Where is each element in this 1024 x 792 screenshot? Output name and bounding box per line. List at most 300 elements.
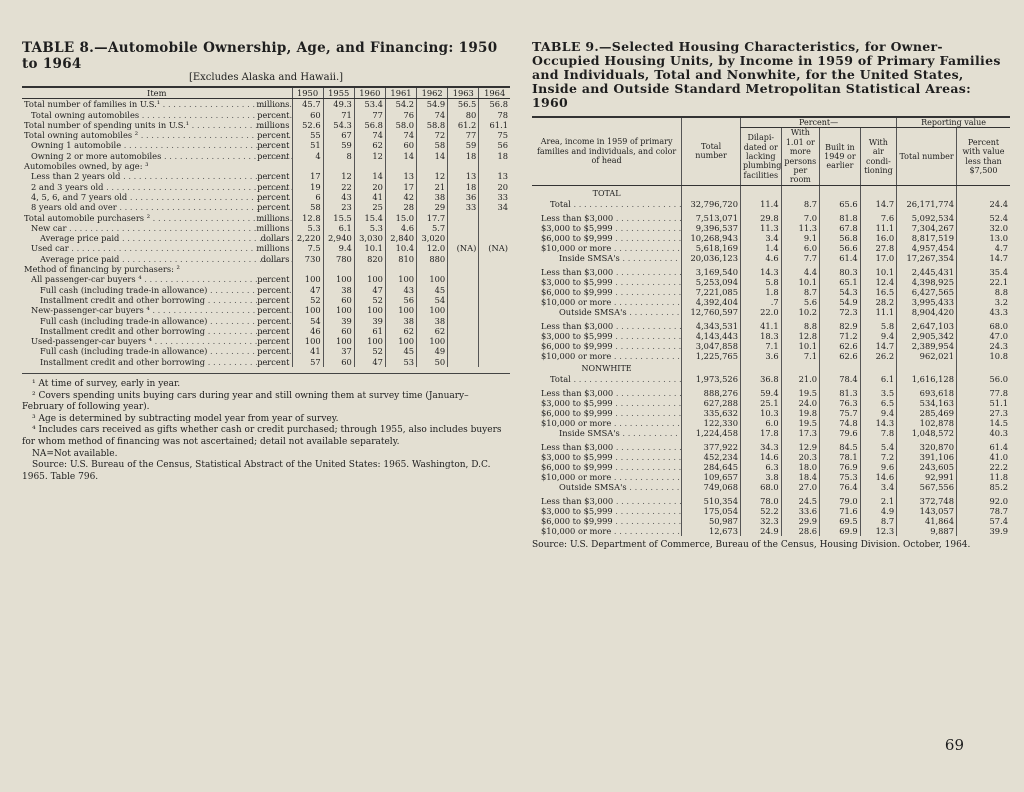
row-label [532, 482, 682, 492]
table-cell: 55 [292, 130, 323, 140]
table-cell: 7,221,085 [682, 287, 741, 297]
table-row [22, 295, 510, 305]
row-label-text: Outside SMSA's [559, 306, 627, 317]
table-9-source: Source: U.S. Department of Commerce, Bureau of the Census, Housing Division. October, 1964. [532, 539, 971, 550]
unit-label: percent [257, 305, 290, 316]
row-label-text: 2 and 3 years old [31, 181, 104, 192]
air-conditioning-header: With air condi-tioning [860, 128, 896, 185]
table-cell: 58 [417, 140, 448, 150]
row-label [22, 305, 292, 315]
leader-dots [611, 526, 681, 536]
table-cell: 56.0 [956, 374, 1010, 384]
empty-cell [860, 361, 896, 374]
table-cell: 69.5 [820, 516, 861, 526]
table-cell: 41 [292, 346, 323, 356]
table-cell: 10,268,943 [682, 233, 741, 243]
crowding-header: With 1.01 or more persons per room [781, 128, 819, 185]
table-cell [479, 295, 510, 305]
table-cell: 17.0 [860, 253, 896, 263]
leader-dots [620, 253, 682, 263]
table-cell: 17.8 [740, 428, 781, 438]
table-cell: 59 [448, 140, 479, 150]
table-cell [479, 254, 510, 264]
table-cell: 1,048,572 [897, 428, 957, 438]
leader-dots [613, 223, 682, 233]
row-label [532, 472, 682, 482]
year-column-header: 1962 [417, 87, 448, 99]
leader-dots [571, 199, 682, 209]
table-cell: 20 [354, 182, 385, 192]
table-row [532, 243, 1010, 253]
row-label [532, 233, 682, 243]
table-cell: 10.1 [860, 267, 896, 277]
empty-cell [897, 185, 957, 199]
table-cell: 9,396,537 [682, 223, 741, 233]
row-label-text: 4, 5, 6, and 7 years old [31, 191, 128, 202]
table-cell: 8,904,420 [897, 307, 957, 317]
table-cell: 76 [385, 110, 416, 120]
table-cell: 15.4 [354, 213, 385, 223]
row-label [532, 388, 682, 398]
table-cell: 11.8 [956, 472, 1010, 482]
table-cell: 18 [448, 182, 479, 192]
leader-dots [66, 223, 266, 233]
table-cell: 8.8 [781, 321, 819, 331]
leader-dots [620, 428, 682, 438]
table-cell: 3.2 [956, 297, 1010, 307]
unit-label: percent [257, 130, 290, 141]
table-cell: 51 [292, 140, 323, 150]
table-9-body [532, 185, 1010, 536]
row-label-text: $10,000 or more [541, 296, 612, 307]
table-row [532, 321, 1010, 331]
row-label [532, 516, 682, 526]
row-label [22, 120, 292, 130]
leader-dots [611, 243, 681, 253]
table-row [22, 305, 510, 315]
table-cell: 1.4 [740, 243, 781, 253]
row-label-text: Less than $3,000 [541, 441, 614, 452]
table-cell: 2,905,342 [897, 331, 957, 341]
table-cell: 510,354 [682, 496, 741, 506]
row-label-text: $6,000 to $9,999 [541, 515, 613, 526]
row-label-text: Less than $3,000 [541, 266, 614, 277]
table-cell: 61 [354, 326, 385, 336]
table-row [22, 182, 510, 192]
leader-dots [120, 171, 292, 181]
leader-dots [611, 351, 681, 361]
table-cell: 92.0 [956, 496, 1010, 506]
page-number: 69 [944, 736, 964, 754]
table-row [532, 442, 1010, 452]
table-cell: 54.3 [323, 120, 354, 130]
table-cell: 2,647,103 [897, 321, 957, 331]
table-row [532, 452, 1010, 462]
table-cell: 19.5 [781, 418, 819, 428]
table-cell: 33.6 [781, 506, 819, 516]
row-label-text: 8 years old and over [31, 202, 117, 213]
table-cell: 22.0 [740, 307, 781, 317]
table-cell: 75.7 [820, 408, 861, 418]
empty-cell [682, 185, 741, 199]
leader-dots [205, 295, 292, 305]
table-cell: 16.5 [860, 287, 896, 297]
leader-dots [150, 305, 292, 315]
table-cell: 6.0 [781, 243, 819, 253]
table-cell: 3,047,858 [682, 341, 741, 351]
row-label-text: All passenger-car buyers ⁴ [31, 274, 142, 285]
leader-dots [611, 472, 681, 482]
table-cell: 122,330 [682, 418, 741, 428]
table-cell: 6.3 [740, 462, 781, 472]
row-label-text: Total owning automobiles [31, 109, 140, 120]
unit-label: percent [257, 191, 290, 202]
table-cell: 2,840 [385, 233, 416, 243]
table-row [532, 253, 1010, 263]
table-cell: 100 [323, 305, 354, 315]
row-label-text: $3,000 to $5,999 [541, 222, 613, 233]
row-label [532, 418, 682, 428]
row-label [532, 267, 682, 277]
row-label-text: Outside SMSA's [559, 481, 627, 492]
section-heading: NONWHITE [581, 363, 632, 373]
table-cell: 85.2 [956, 482, 1010, 492]
table-cell: 14.7 [860, 341, 896, 351]
table-cell: 102,878 [897, 418, 957, 428]
table-cell: 28.2 [860, 297, 896, 307]
table-cell: 53.4 [354, 99, 385, 110]
row-label-text: Total [550, 198, 571, 209]
table-cell: 11.1 [860, 307, 896, 317]
table-cell [448, 336, 479, 346]
table-cell: 5.4 [860, 442, 896, 452]
table-row [532, 408, 1010, 418]
table-cell: 10.1 [354, 243, 385, 253]
row-label-text: Total [550, 373, 571, 384]
table-cell: 43.3 [956, 307, 1010, 317]
table-cell: 25 [354, 202, 385, 212]
leader-dots [207, 316, 292, 326]
table-cell: 100 [385, 274, 416, 284]
table-cell: 22 [323, 182, 354, 192]
table-cell: 15.5 [323, 213, 354, 223]
table-row [22, 99, 510, 110]
unit-label: percent [257, 294, 290, 305]
table-cell: 5.8 [740, 277, 781, 287]
table-row [532, 506, 1010, 516]
table-cell: 68.0 [956, 321, 1010, 331]
table-cell: 567,556 [897, 482, 957, 492]
section-heading-row [532, 361, 1010, 374]
table-cell: 78.0 [740, 496, 781, 506]
unit-label: millions [256, 222, 290, 233]
leader-dots [613, 506, 682, 516]
table-row [532, 223, 1010, 233]
table-cell: 18 [448, 151, 479, 161]
row-label-text: Full cash (including trade-in allowance) [40, 346, 208, 357]
table-cell: 17.7 [417, 213, 448, 223]
table-cell: 21.0 [781, 374, 819, 384]
row-label-text: Installment credit and other borrowing [40, 325, 206, 336]
table-cell: 810 [385, 254, 416, 264]
table-cell: 9.4 [860, 331, 896, 341]
table-cell: 32.0 [956, 223, 1010, 233]
row-label-text: Less than $3,000 [541, 212, 614, 223]
row-label [532, 408, 682, 418]
table-cell: 38 [385, 316, 416, 326]
leader-dots [207, 346, 292, 356]
leader-dots [189, 120, 292, 130]
unit-label: percent [257, 181, 290, 192]
table-cell: 14 [385, 151, 416, 161]
row-label [532, 452, 682, 462]
table-cell: 24.4 [956, 199, 1010, 209]
table-cell: 2,940 [323, 233, 354, 243]
item-column-header: Item [22, 87, 292, 99]
table-cell: 32,796,720 [682, 199, 741, 209]
table-cell: 79.6 [820, 428, 861, 438]
table-cell: 62 [385, 326, 416, 336]
table-cell: 38 [417, 316, 448, 326]
table-cell: 10.4 [385, 243, 416, 253]
table-cell: 100 [323, 274, 354, 284]
table-row [22, 202, 510, 212]
unit-label: percent [257, 356, 290, 367]
row-label [532, 331, 682, 341]
table-9-group-header [532, 117, 1010, 128]
table-cell: 43 [323, 192, 354, 202]
table-cell: 7.1 [781, 351, 819, 361]
table-cell [479, 161, 510, 171]
table-row [22, 223, 510, 233]
empty-cell [897, 361, 957, 374]
table-row [22, 140, 510, 150]
table-cell: 61.2 [448, 120, 479, 130]
table-cell [448, 326, 479, 336]
empty-cell [820, 361, 861, 374]
footnote: ³ Age is determined by subtracting model year from year of survey. [32, 413, 339, 424]
table-cell: 27.8 [860, 243, 896, 253]
table-cell: 143,057 [897, 506, 957, 516]
value-less-header: Percent with value less than $7,500 [956, 128, 1010, 185]
leader-dots [613, 388, 681, 398]
row-label [532, 526, 682, 536]
table-cell: 59.4 [740, 388, 781, 398]
table-cell: 100 [292, 305, 323, 315]
table-cell: 78.7 [956, 506, 1010, 516]
row-label-text: $6,000 to $9,999 [541, 340, 613, 351]
table-cell: 56.8 [479, 99, 510, 110]
row-label [532, 321, 682, 331]
table-cell: 100 [292, 274, 323, 284]
unit-label: dollars [260, 253, 290, 264]
table-row [532, 388, 1010, 398]
table-cell: (NA) [448, 243, 479, 253]
table-cell: 72 [417, 130, 448, 140]
row-label-text: $3,000 to $5,999 [541, 397, 613, 408]
table-cell [479, 316, 510, 326]
row-label [532, 223, 682, 233]
section-heading: TOTAL [592, 188, 621, 198]
table-cell: 8.7 [860, 516, 896, 526]
table-cell: 24.0 [781, 398, 819, 408]
row-label [532, 243, 682, 253]
table-cell: 49.3 [323, 99, 354, 110]
table-cell [292, 161, 323, 171]
table-cell: 74 [354, 130, 385, 140]
table-cell: 22.2 [956, 462, 1010, 472]
table-cell: 57.4 [956, 516, 1010, 526]
right-page [532, 40, 1010, 550]
table-cell: 2,445,431 [897, 267, 957, 277]
table-cell: 40.3 [956, 428, 1010, 438]
row-label-text: Used-passenger-car buyers ⁴ [31, 336, 152, 347]
table-cell: 4.7 [956, 243, 1010, 253]
table-cell: 2,389,954 [897, 341, 957, 351]
table-row [22, 254, 510, 264]
row-label-text: $6,000 to $9,999 [541, 461, 613, 472]
row-label-text: Used car [31, 243, 69, 254]
table-cell: 820 [354, 254, 385, 264]
table-cell: 50 [417, 357, 448, 367]
table-cell [479, 223, 510, 233]
leader-dots [571, 374, 682, 384]
table-cell: 12,760,597 [682, 307, 741, 317]
unit-label: percent [257, 171, 290, 182]
table-cell: 377,922 [682, 442, 741, 452]
table-9-title: TABLE 9.—Selected Housing Characteristics, for Owner-Occupied Housing Units, by Income in 1959 of Primary Families and Individuals, Total and Nonwhite, for the United States, Inside and Outside Standard Metropolitan Statistical Areas: 1960 [532, 39, 1001, 110]
row-label [532, 253, 682, 263]
row-label [22, 202, 292, 212]
table-cell: 627,288 [682, 398, 741, 408]
table-cell: 45 [385, 346, 416, 356]
table-cell: 60 [323, 357, 354, 367]
row-label-text: $10,000 or more [541, 350, 612, 361]
empty-cell [740, 361, 781, 374]
table-cell: 38 [323, 285, 354, 295]
row-label [532, 428, 682, 438]
leader-dots [117, 202, 292, 212]
table-cell: 3.6 [740, 351, 781, 361]
unit-label: percent [257, 325, 290, 336]
year-column-header: 1963 [448, 87, 479, 99]
footnote: NA=Not available. [32, 448, 118, 459]
row-label [532, 341, 682, 351]
table-cell: 109,657 [682, 472, 741, 482]
table-cell [448, 264, 479, 274]
row-label [532, 287, 682, 297]
table-row [22, 357, 510, 367]
table-cell: 27.0 [781, 482, 819, 492]
table-row [532, 516, 1010, 526]
table-cell: 7,304,267 [897, 223, 957, 233]
row-label-text: Less than $3,000 [541, 320, 614, 331]
leader-dots [127, 192, 292, 202]
unit-label: percent [257, 284, 290, 295]
empty-cell [740, 185, 781, 199]
table-cell: 27.3 [956, 408, 1010, 418]
table-cell: 11.4 [740, 199, 781, 209]
table-cell: 65.6 [820, 199, 861, 209]
row-label [22, 243, 292, 253]
row-label-text: $10,000 or more [541, 471, 612, 482]
table-cell: 3,020 [417, 233, 448, 243]
row-label-text: Owning 1 automobile [31, 140, 122, 151]
row-label-text: Total automobile purchasers ² [24, 212, 151, 223]
table-cell: 12.8 [781, 331, 819, 341]
table-cell: 65.1 [820, 277, 861, 287]
table-cell: 243,605 [897, 462, 957, 472]
table-cell: 20.3 [781, 452, 819, 462]
row-label-text: Method of financing by purchasers: ² [24, 264, 180, 275]
row-label-text: New-passenger-car buyers ⁴ [31, 305, 150, 316]
table-cell: 39 [323, 316, 354, 326]
table-cell [479, 346, 510, 356]
table-cell: 13 [448, 171, 479, 181]
table-row [532, 267, 1010, 277]
table-cell: 57 [292, 357, 323, 367]
table-cell: 10.2 [781, 307, 819, 317]
table-cell: 76.4 [820, 482, 861, 492]
table-cell: 3.4 [740, 233, 781, 243]
table-cell: 54.9 [820, 297, 861, 307]
table-row [532, 398, 1010, 408]
table-cell: 8,817,519 [897, 233, 957, 243]
table-cell: 12 [417, 171, 448, 181]
row-label [532, 374, 682, 384]
table-cell: 62 [354, 140, 385, 150]
table-cell [479, 264, 510, 274]
row-label-text: Less than 2 years old [31, 171, 121, 182]
leader-dots [613, 442, 681, 452]
row-label [22, 130, 292, 140]
table-cell: 880 [417, 254, 448, 264]
table-cell: 56.8 [354, 120, 385, 130]
table-row [22, 336, 510, 346]
table-cell [448, 316, 479, 326]
row-label-text: Full cash (including trade-in allowance) [40, 284, 208, 295]
row-label [22, 254, 292, 264]
table-row [22, 151, 510, 161]
table-row [22, 316, 510, 326]
table-cell [448, 295, 479, 305]
row-label [22, 213, 292, 223]
table-cell: 8.7 [781, 199, 819, 209]
table-cell: 82.9 [820, 321, 861, 331]
leader-dots [119, 233, 292, 243]
table-row [532, 462, 1010, 472]
table-row [22, 274, 510, 284]
table-cell [385, 161, 416, 171]
empty-cell [956, 361, 1010, 374]
table-cell: 5.7 [417, 223, 448, 233]
table-cell: 962,021 [897, 351, 957, 361]
table-cell: 391,106 [897, 452, 957, 462]
table-row [22, 192, 510, 202]
percent-group-header: Percent— [740, 117, 896, 128]
table-cell [479, 326, 510, 336]
row-label-text: Less than $3,000 [541, 387, 614, 398]
table-row [532, 496, 1010, 506]
table-cell: 61.1 [479, 120, 510, 130]
table-cell: 17,267,354 [897, 253, 957, 263]
row-label [22, 110, 292, 120]
unit-label: millions [256, 212, 290, 223]
table-cell: 49 [417, 346, 448, 356]
table-cell: 47.0 [956, 331, 1010, 341]
table-cell: 34.3 [740, 442, 781, 452]
table-cell: 74 [417, 110, 448, 120]
